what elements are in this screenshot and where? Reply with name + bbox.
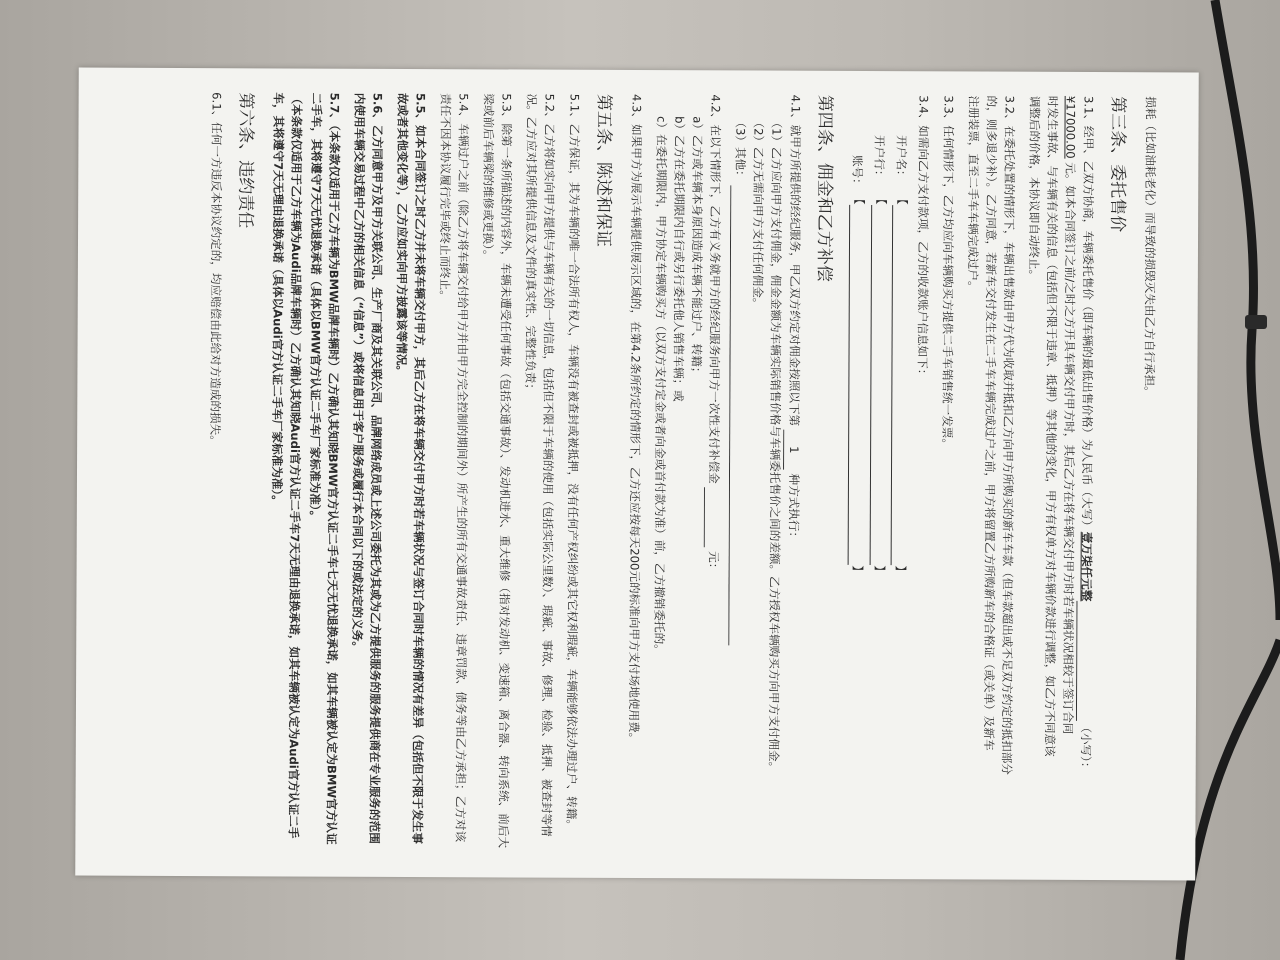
contract-page — [115, 92, 1158, 857]
account-bank-label: 开户行： — [872, 135, 887, 182]
amount-lower: ¥17000.00 — [1063, 95, 1078, 159]
clause-4-2-c-item: c）在委托期限内，甲方协定车辆购买方（以双方支付定金或者向金或首付款为准）前，乙方撤销委托的。 — [652, 116, 669, 656]
clause-5-4: 5.4、车辆过户之前（除乙方将车辆交付给甲方并由甲方完全控制的期间外）所产生的所有交通事故责任、违章罚款、债务等由乙方承担；乙方对该责任不因本协议履行完毕或终止而终止。 — [437, 93, 471, 843]
clause-5-2: 5.2、乙方将如实向甲方提供与车辆有关的一切信息，包括但不限于车辆的使用（包括实际公里数）、瑕疵、事故、修理、检验、抵押、被查封等情况。乙方应对其所提供信息及文件的真实性、完整性负责； — [523, 93, 557, 837]
clause-4-1-option3: （3）其他： — [733, 116, 748, 182]
clause-4-2-a: 4.2、在以下情形下，乙方有义务就甲方的经纪服务向甲方一次性支付补偿金 — [706, 94, 723, 484]
clause-4-1-a: 4.1、就甲方所提供的经纪服务，甲乙双方约定对佣金按照以下第 — [786, 94, 803, 427]
commission-option: 1 — [783, 430, 802, 470]
amount-blank — [1076, 601, 1090, 721]
clause-6-1: 6.1、任何一方违反本协议约定的，均应赔偿由此给对方造成的损失。 — [207, 92, 224, 447]
account-bank-row — [866, 135, 887, 855]
clause-4-2-row — [702, 94, 723, 854]
clause-3-3: 3.3、任何情形下，乙方均应向车辆购买方提供二手车销售统一发票。 — [940, 95, 956, 451]
clause-3-1-text-c: 时发生事故、与车辆有关的信息（包括但不限于违章、抵押）等其他的变化，甲方有权单方对车辆价款进行调整，如乙方不同意该 — [1042, 95, 1060, 757]
clause-5-6: 5.6、乙方同意甲方及甲方关联公司、生产厂商及其关联公司、品牌网络成员或上述公司委托为其或为乙方提供服务的服务提供商在专业服务的范围内使用车辆交易过程中乙方的相关信息（“信息”）或将信息用于客户服务或履行本合同以下的或法定的义务。 — [350, 92, 385, 844]
clause-4-2-unit: 元： — [706, 551, 721, 575]
intro-line: 损耗（比如油耗老化）而导致的损毁灭失由乙方自行承担。 — [1142, 96, 1158, 398]
account-no-field[interactable] — [847, 205, 864, 565]
section4-title: 第四条、佣金和乙方补偿 — [813, 94, 835, 282]
account-no-label: 账号： — [850, 154, 865, 190]
clause-5-7-audi: （本条款仅适用于乙方车辆为Audi品牌车辆时）乙方确认其知晓Audi官方认证二手车7天无理由退换承诺，如其车辆被认定为Audi官方认证二手车，其将遵守7天无理由退换承诺（具体以Audi官方认证二手车厂家标准为准）。 — [269, 92, 304, 839]
compensation-blank — [704, 487, 717, 547]
clause-3-1-text-d: 调整后的价格，本协议即自动终止。 — [1026, 95, 1042, 282]
clause-5-3: 5.3、除第一条所描述的内容外，车辆未遭受任何事故（包括交通事故）、发动机进水、重大维修（指对发动机、变速箱、离合器、转向系统、前后大梁或前后车辆梁的维修或更换）。 — [480, 93, 514, 849]
account-no-row — [844, 135, 865, 855]
clause-3-2-c: 注册装票，直至二手车车辆完成过户。 — [965, 95, 981, 293]
clause-3-1-text-a: 3.1、经甲、乙双方协商，车辆委托售价（即车辆的最低出售价格）为人民币（大写） — [1079, 95, 1096, 532]
clause-4-2-b-item: b）乙方在委托期限内自行或另行委托他人销售车辆；或 — [671, 116, 687, 402]
clause-4-1-option3-row — [727, 94, 748, 854]
clause-4-1-b: 种方式执行： — [786, 473, 801, 544]
clause-4-1-option2: （2）乙方无需向甲方支付任何佣金。 — [750, 116, 766, 310]
clause-4-1-line — [781, 95, 803, 855]
clause-3-1-text-b: 元。如本合同签订之前/之时之方开具车辆交付甲方时，其后乙方在将车辆交付甲方时若车辆状况相较于签订合同 — [1060, 162, 1078, 735]
clause-3-1-line1 — [1075, 96, 1096, 856]
clause-4-1-option1: （1）乙方应向甲方支付佣金，佣金金额为车辆实际销售价格与车辆委托售价之间的差额。乙方授权车辆购买方向甲方支付佣金。 — [766, 116, 784, 774]
account-name-row — [888, 135, 909, 855]
clause-3-4: 3.4、如需向乙方支付款项，乙方的收款账户信息如下： — [915, 95, 931, 381]
clause-5-7-bmw: 5.7、（本条款仅适用于乙方车辆为BMW品牌车辆时）乙方确认其知晓BMW官方认证二手车七天无忧退换承诺，如其车辆被认定为BMW官方认证二手车，其将遵守7天无忧退换承诺（具体以BMW官方认证二手车厂家标准为准）。 — [307, 92, 342, 845]
section5-title: 第五条、陈述和保证 — [592, 93, 614, 247]
clause-4-2-a-item: a）乙方或车辆本身原因造成车辆不能过户、转籍； — [689, 116, 705, 379]
clause-3-2-b: 的，则多退少补）。乙方同意，若新车交付发生在二手车车辆完成过户之前，甲方将留置乙方所购新车的合格证（或关单）及新车 — [981, 95, 999, 751]
section6-title: 第六条、违约责任 — [235, 92, 256, 229]
clause-3-2-a: 3.2、在委托处置的情形下，车辆出售款由甲方代为收取并抵扣乙方向甲方所购买的新车车款（但车款超出或不足双方约定的抵扣部分 — [999, 95, 1017, 775]
amount-lower-label: （小写）： — [1078, 721, 1093, 774]
account-bank-field[interactable] — [869, 205, 886, 565]
clause-4-3: 4.3、如果甲方为展示车辆提供展示区域的，在第4.2条所约定的情形下，乙方还应按每天200元的标准向甲方支付场地使用费。 — [626, 93, 644, 745]
account-name-field[interactable] — [891, 205, 908, 565]
account-name-label: 开户名： — [894, 135, 909, 182]
section3-title: 第三条、委托售价 — [1107, 96, 1128, 233]
option3-blank — [728, 185, 743, 645]
contract-paper — [75, 68, 1199, 881]
amount-upper: 壹万柒仟元整 — [1079, 531, 1094, 602]
clause-5-5: 5.5、如本合同签订之时乙方并未将车辆交付甲方，其后乙方在将车辆交付甲方时若车辆状况与签订合同时车辆的情况有差异（包括但不限于发生事故或者其他变化等），乙方应如实向甲方披露该等情况。 — [394, 92, 428, 845]
clause-5-1: 5.1、乙方保证，其为车辆的唯一合法所有权人，车辆没有被查封或被抵押，没有任何产权纠纷或其它权利瑕疵，车辆能够依法办理过户、转籍。 — [564, 93, 582, 832]
